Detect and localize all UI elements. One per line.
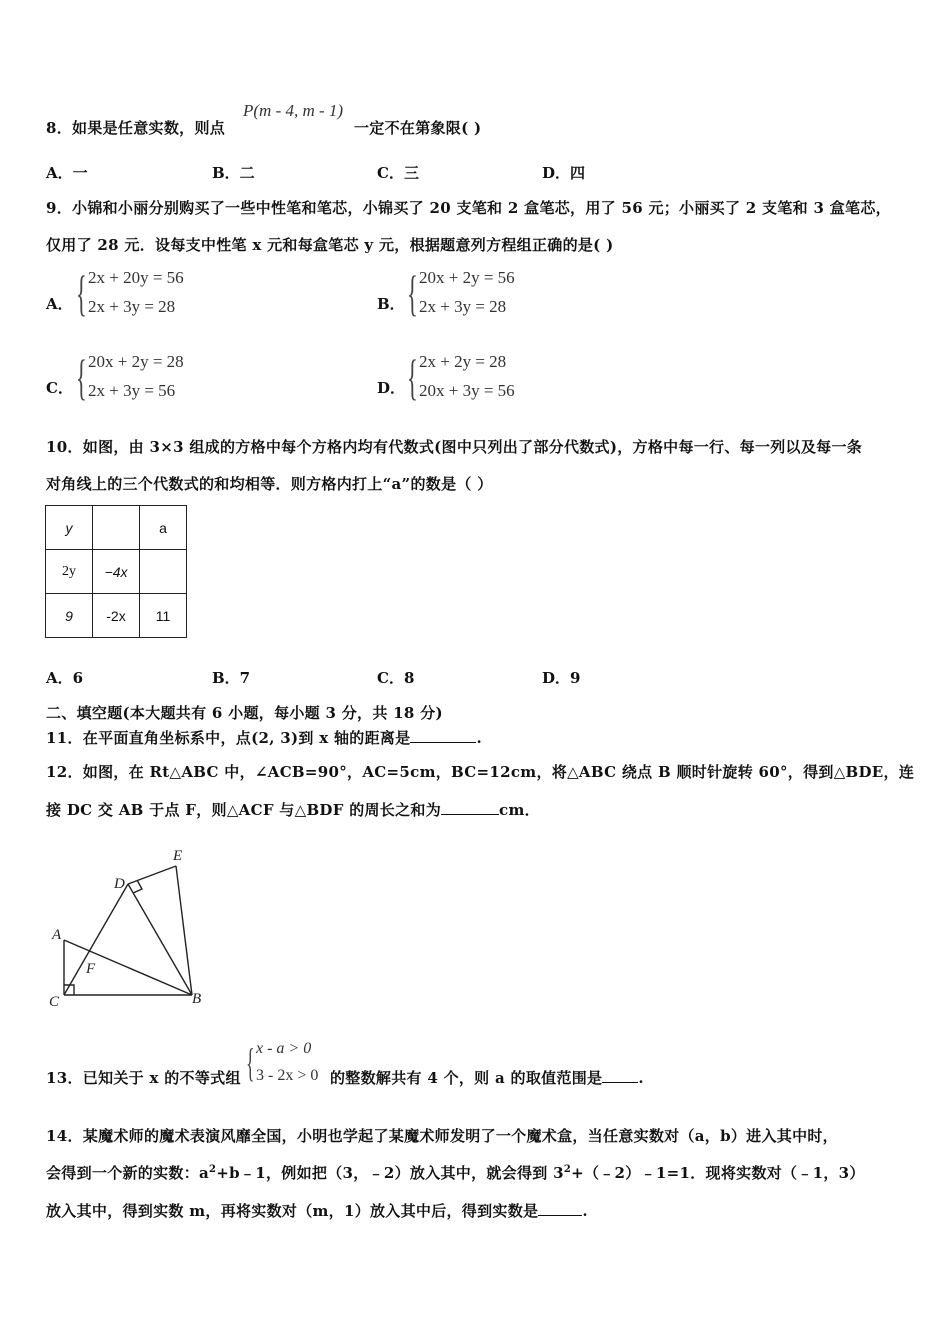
- q9-option-d-system: { 2x + 2y = 28 20x + 3y = 56: [407, 349, 515, 405]
- label-a: A: [52, 927, 62, 943]
- grid-cell: [140, 550, 187, 594]
- q9-line1: 9．小锦和小丽分别购买了一些中性笔和笔芯，小锦买了 20 支笔和 2 盒笔芯，用了 56 元；小丽买了 2 支笔和 3 盒笔芯，: [46, 199, 891, 217]
- q9-option-c-eq1: 20x + 2y = 28: [88, 352, 184, 371]
- q14-line2-a: 会得到一个新的实数：a: [46, 1164, 210, 1182]
- q9-option-a-eq2: 2x + 3y = 28: [88, 297, 176, 316]
- triangle-figure: [40, 840, 220, 1015]
- q8-text: 8．如果是任意实数，则点: [46, 119, 226, 137]
- q9-option-b-eq2: 2x + 3y = 28: [419, 297, 507, 316]
- q8-option-c: C．三: [377, 164, 419, 182]
- label-b: B: [192, 991, 202, 1007]
- q11-answer-blank: [410, 742, 476, 743]
- grid-row: [46, 506, 187, 550]
- q9-option-d-eq2: 20x + 3y = 56: [419, 381, 515, 400]
- q13-ineq2: 3 - 2x > 0: [256, 1067, 319, 1084]
- grid-cell: -2x: [93, 594, 140, 638]
- q13-answer-blank: [602, 1082, 638, 1083]
- q8-option-d: D．四: [542, 164, 586, 182]
- label-d: D: [114, 876, 125, 892]
- q10-option-b: B．7: [212, 669, 251, 687]
- q8-option-a: A．一: [46, 164, 88, 182]
- q12-line1: 12．如图，在 Rt△ABC 中，∠ACB=90°，AC=5cm，BC=12cm，将△ABC 绕点 B 顺时针旋转 60°，得到△BDE，连: [46, 763, 915, 781]
- q11-end: .: [476, 729, 483, 747]
- q12-line2: [46, 799, 540, 820]
- q13-post-line: [330, 1067, 644, 1088]
- segment-ab: [64, 940, 192, 995]
- q8-point-formula: P(m - 4, m - 1): [243, 101, 344, 120]
- q9-option-c-eq2: 2x + 3y = 56: [88, 381, 176, 400]
- q14-line3: [46, 1200, 588, 1221]
- segment-db: [128, 884, 192, 995]
- grid-cell: 11: [140, 594, 187, 638]
- grid-row: [46, 594, 187, 638]
- magic-square-grid: [45, 505, 187, 638]
- segment-cd: [64, 884, 128, 995]
- q12-end: cm．: [499, 801, 540, 819]
- q10-line1: 10．如图，由 3×3 组成的方格中每个方格内均有代数式(图中只列出了部分代数式)，方格中每一行、每一列以及每一条: [46, 438, 863, 456]
- q14-line2-b: +b﹣1，例如把（3，﹣2）放入其中，就会得到 3: [216, 1164, 564, 1182]
- grid-cell: a: [140, 506, 187, 550]
- label-e: E: [173, 848, 183, 864]
- segment-eb: [176, 866, 192, 995]
- q14-end: .: [582, 1202, 588, 1220]
- segment-de: [128, 866, 176, 884]
- label-f: F: [86, 961, 96, 977]
- grid-cell: 2y: [46, 550, 93, 594]
- q11-text: 11．在平面直角坐标系中，点(2, 3)到 x 轴的距离是: [46, 729, 411, 747]
- q12-answer-blank: [441, 814, 499, 815]
- q12-text: 接 DC 交 AB 于点 F，则△ACF 与△BDF 的周长之和为: [46, 801, 442, 819]
- q9-option-d-label: D．: [377, 379, 406, 397]
- q9-option-c-system: { 20x + 2y = 28 2x + 3y = 56: [76, 349, 184, 405]
- q9-option-b-label: B．: [377, 295, 405, 313]
- q8-tail: 一定不在第象限( ): [354, 119, 482, 137]
- q10-line2: 对角线上的三个代数式的和均相等．则方格内打上“a”的数是（ ）: [46, 475, 493, 493]
- q10-option-c: C．8: [377, 669, 415, 687]
- q14-line2: [46, 1162, 865, 1183]
- q9-option-c-label: C．: [46, 379, 73, 397]
- q13-ineq1: x - a > 0: [256, 1040, 312, 1057]
- q8-option-b: B．二: [212, 164, 255, 182]
- q9-option-d-eq1: 2x + 2y = 28: [419, 352, 507, 371]
- grid-row: [46, 550, 187, 594]
- label-c: C: [49, 994, 60, 1010]
- q9-line2: 仅用了 28 元．设每支中性笔 x 元和每盒笔芯 y 元，根据题意列方程组正确的是( ): [46, 236, 614, 254]
- q14-sup-1: 2: [209, 1164, 217, 1175]
- q9-option-a-label: A．: [46, 295, 73, 313]
- section-2-heading: 二、填空题(本大题共有 6 小题，每小题 3 分，共 18 分): [46, 704, 443, 722]
- grid-cell: [93, 506, 140, 550]
- q14-sup-2: 2: [563, 1164, 572, 1175]
- q9-option-a-eq1: 2x + 20y = 56: [88, 268, 184, 287]
- q14-line2-c: +（﹣2）﹣1=1．现将实数对（﹣1，3）: [571, 1164, 865, 1182]
- q14-line3-text: 放入其中，得到实数 m，再将实数对（m，1）放入其中后，得到实数是: [46, 1202, 539, 1220]
- q13-post: 的整数解共有 4 个，则 a 的取值范围是: [330, 1069, 603, 1087]
- q14-answer-blank: [538, 1215, 582, 1216]
- q11-line: [46, 727, 482, 748]
- q9-option-a-system: { 2x + 20y = 56 2x + 3y = 28: [76, 265, 184, 321]
- grid-cell: 9: [46, 594, 93, 638]
- q10-option-d: D．9: [542, 669, 581, 687]
- q10-option-a: A．6: [46, 669, 84, 687]
- q9-option-b-eq1: 20x + 2y = 56: [419, 268, 515, 287]
- q14-line1: 14．某魔术师的魔术表演风靡全国，小明也学起了某魔术师发明了一个魔术盒，当任意实数对（a，b）进入其中时，: [46, 1127, 838, 1145]
- q9-option-b-system: { 20x + 2y = 56 2x + 3y = 28: [407, 265, 515, 321]
- grid-cell: y: [46, 506, 93, 550]
- q13-pre: 13．已知关于 x 的不等式组: [46, 1069, 241, 1087]
- q13-end: .: [638, 1069, 644, 1087]
- q13-inequality-system: { x - a > 0 3 - 2x > 0: [246, 1040, 319, 1085]
- grid-cell: −4x: [93, 550, 140, 594]
